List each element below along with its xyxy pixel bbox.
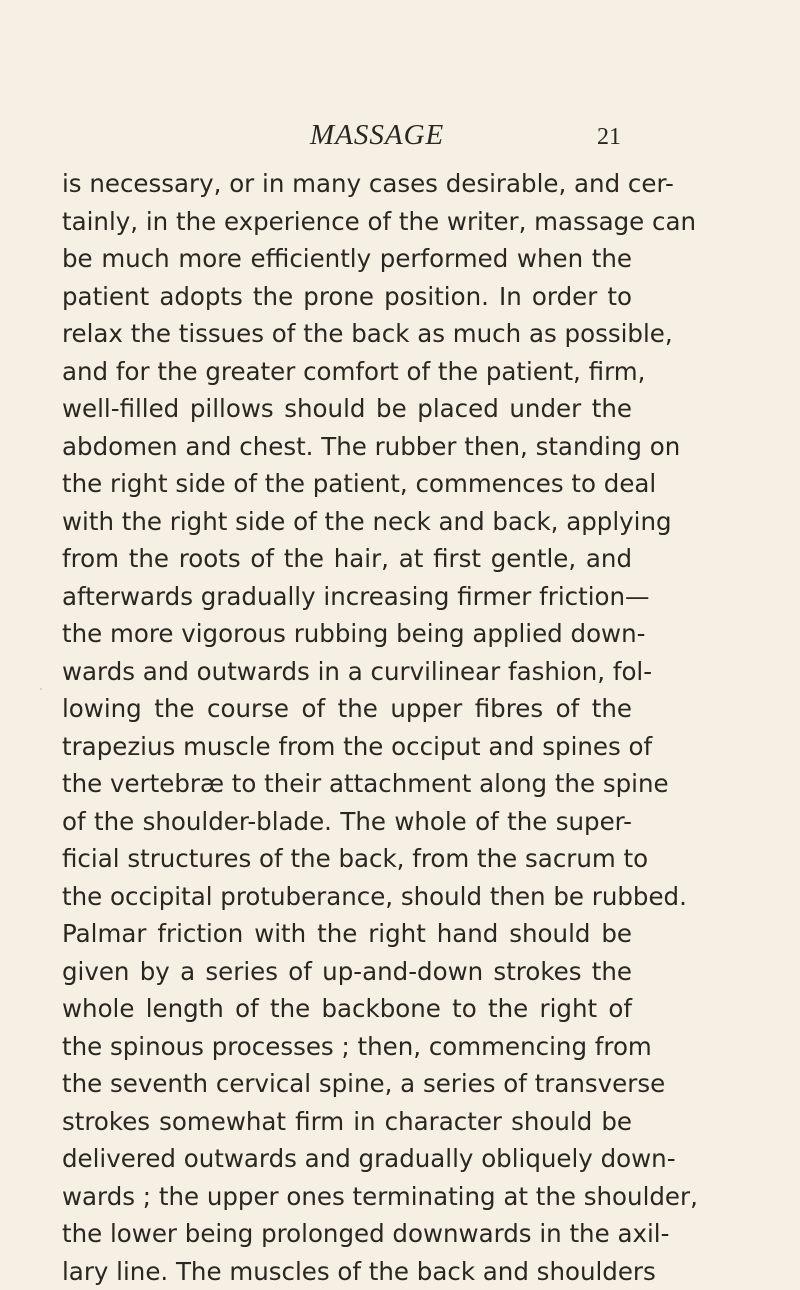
text-line: Palmar friction with the right hand should be	[62, 915, 632, 953]
text-line: the more vigorous rubbing being applied down-	[62, 615, 632, 653]
text-line: afterwards gradually increasing firmer friction—	[62, 578, 632, 616]
text-line: the seventh cervical spine, a series of transverse	[62, 1065, 632, 1103]
text-line: whole length of the backbone to the right of	[62, 990, 632, 1028]
text-line: of the shoulder-blade. The whole of the super-	[62, 803, 632, 841]
body-text	[62, 165, 632, 1290]
text-line: be much more efficiently performed when the	[62, 240, 632, 278]
paper-speck	[40, 688, 42, 690]
text-line: patient adopts the prone position. In order to	[62, 278, 632, 316]
text-line: with the right side of the neck and back, applying	[62, 503, 632, 541]
text-line: relax the tissues of the back as much as possible,	[62, 315, 632, 353]
text-line: tainly, in the experience of the writer, massage can	[62, 203, 632, 241]
running-title: MASSAGE	[310, 117, 444, 153]
page-number: 21	[597, 119, 621, 155]
text-line: the right side of the patient, commences to deal	[62, 465, 632, 503]
text-line: ficial structures of the back, from the sacrum to	[62, 840, 632, 878]
text-line: the occipital protuberance, should then be rubbed.	[62, 878, 632, 916]
text-line: and for the greater comfort of the patient, firm,	[62, 353, 632, 391]
text-line: the spinous processes ; then, commencing from	[62, 1028, 632, 1066]
text-line: trapezius muscle from the occiput and spines of	[62, 728, 632, 766]
text-line: wards ; the upper ones terminating at the shoulder,	[62, 1178, 632, 1216]
text-line: delivered outwards and gradually obliquely down-	[62, 1140, 632, 1178]
text-line: strokes somewhat firm in character should be	[62, 1103, 632, 1141]
text-line: the lower being prolonged downwards in the axil-	[62, 1215, 632, 1253]
text-line: well-filled pillows should be placed under the	[62, 390, 632, 428]
text-line: lowing the course of the upper fibres of the	[62, 690, 632, 728]
running-head	[0, 117, 800, 157]
text-line: is necessary, or in many cases desirable, and cer-	[62, 165, 632, 203]
text-line: lary line. The muscles of the back and shoulders	[62, 1253, 632, 1290]
text-line: wards and outwards in a curvilinear fashion, fol-	[62, 653, 632, 691]
text-line: abdomen and chest. The rubber then, standing on	[62, 428, 632, 466]
text-line: given by a series of up-and-down strokes the	[62, 953, 632, 991]
text-line: from the roots of the hair, at first gentle, and	[62, 540, 632, 578]
text-line: the vertebræ to their attachment along the spine	[62, 765, 632, 803]
